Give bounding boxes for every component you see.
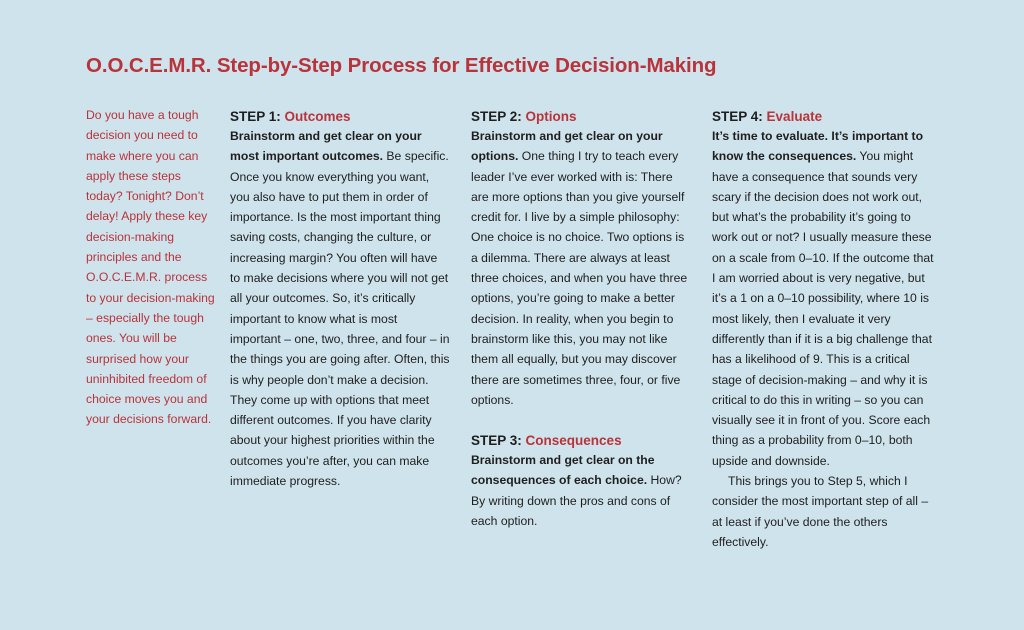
step-3-heading bbox=[471, 432, 691, 450]
intro-callout: Do you have a tough decision you need to make where you can apply these steps today? Tonight? Don’t delay! Apply these key decision-making principles and the O.O.C.E.M.R. process to your decision-making – especially the tough ones. You will be surprised how your uninhibited freedom of choice moves you and your decisions forward. bbox=[86, 108, 215, 427]
step-2-body: One thing I try to teach every leader I’ve ever worked with is: There are more options than you give yourself credit for. I live by a simple philosophy: One choice is no choice. Two options is a dilemma. There are always at least three choices, and when you have three options, you’re going to make a better decision. In reality, when you begin to brainstorm like this, you may not like them all equally, but you may discover there are sometimes three, four, or five options. bbox=[471, 149, 688, 407]
step-4-label: STEP 4: bbox=[712, 109, 763, 124]
step-3-name: Consequences bbox=[525, 433, 622, 449]
step-4-name: Evaluate bbox=[766, 109, 823, 124]
step-4-heading bbox=[712, 108, 934, 126]
step-1-name: Outcomes bbox=[284, 109, 351, 124]
step-4-lead: It’s time to evaluate. It’s important to know the consequences. bbox=[712, 129, 924, 164]
step-4-continuation: This brings you to Step 5, which I consider the most important step of all – at least if you’ve done the others effectively. bbox=[712, 474, 929, 549]
step-3-body: How? By writing down the pros and cons of each option. bbox=[471, 473, 682, 529]
step-1-column bbox=[230, 108, 450, 491]
step-3-lead: Brainstorm and get clear on the consequences of each choice. bbox=[471, 453, 655, 488]
step-3-label: STEP 3: bbox=[471, 433, 522, 449]
step-3-text bbox=[471, 450, 691, 531]
step-1-body: Be specific. Once you know everything you want, you also have to put them in order of importance. Is the most important thing saving costs, changing the culture, or increasing margin? You often will have to make decisions where you will not get all your outcomes. So, it’s critically important to know what is most important – one, two, three, and four – in the things you are going after. Often, this is why people don’t make a decision. They come up with options that meet different outcomes. If you have clarity about your highest priorities within the outcomes you’re after, you can make immediate progress. bbox=[230, 149, 450, 489]
step-2-lead: Brainstorm and get clear on your options. bbox=[471, 129, 663, 164]
step-4-text bbox=[712, 126, 934, 471]
step-4-column bbox=[712, 108, 934, 552]
page-title: O.O.C.E.M.R. Step-by-Step Process for Effective Decision-Making bbox=[86, 54, 717, 77]
step-2-label: STEP 2: bbox=[471, 109, 522, 124]
step-2-3-column bbox=[471, 108, 691, 531]
step-2-name: Options bbox=[525, 109, 577, 124]
step-1-label: STEP 1: bbox=[230, 109, 281, 124]
step-4-body: You might have a consequence that sounds very scary if the decision does not work out, but what’s the probability it’s going to work out or not? I usually measure these on a scale from 0–10. If the outcome that I am worried about is very negative, but it’s a 1 on a 0–10 possibility, where 10 is most likely, then I evaluate it very differently than if it is a big challenge that has a likelihood of 9. This is a critical stage of decision-making – and why it is critical to do this in writing – so you can visually see it in front of you. Score each thing as a probability from 0–10, both upside and downside. bbox=[712, 149, 934, 468]
step-1-lead: Brainstorm and get clear on your most important outcomes. bbox=[230, 129, 422, 164]
step-2-text bbox=[471, 126, 691, 410]
step-1-text bbox=[230, 126, 450, 491]
step-1-heading bbox=[230, 108, 450, 126]
step-2-heading bbox=[471, 108, 691, 126]
